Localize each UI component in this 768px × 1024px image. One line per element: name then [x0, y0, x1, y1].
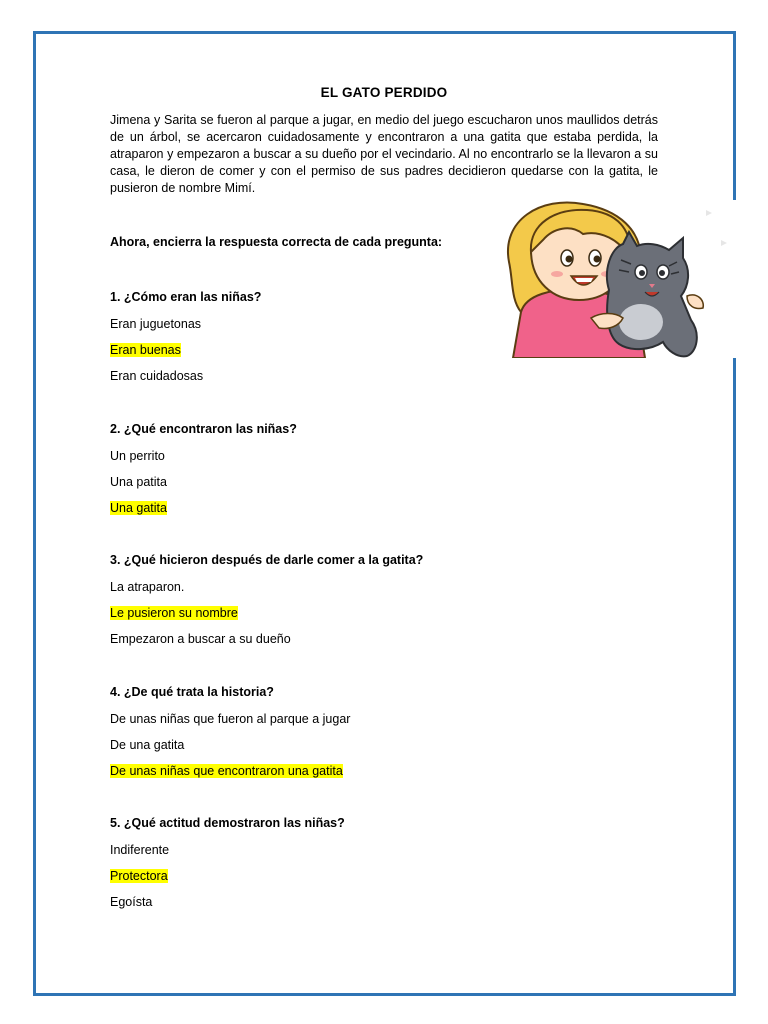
highlighted-answer: Eran buenas [110, 343, 181, 357]
highlighted-answer: Una gatita [110, 501, 167, 515]
answer-option-q2-2[interactable] [110, 474, 167, 490]
answer-option-q2-1[interactable] [110, 448, 165, 464]
answer-option-q3-1[interactable] [110, 579, 184, 595]
question-1: 1. ¿Cómo eran las niñas? [110, 290, 262, 304]
answer-option-q1-3[interactable] [110, 368, 203, 384]
highlighted-answer: Le pusieron su nombre [110, 606, 238, 620]
answer-option-q3-3[interactable] [110, 631, 291, 647]
answer-text: Un perrito [110, 449, 165, 463]
girl-holding-cat-icon [491, 200, 736, 358]
answer-text: Empezaron a buscar a su dueño [110, 632, 291, 646]
answer-text: De una gatita [110, 738, 185, 752]
answer-text: Eran cuidadosas [110, 369, 204, 383]
answer-text: La atraparon. [110, 580, 185, 594]
answer-option-q5-1[interactable] [110, 842, 169, 858]
answer-option-q3-2[interactable] [110, 605, 238, 621]
story-paragraph: Jimena y Sarita se fueron al parque a jugar, en medio del juego escucharon unos maullidos detrás de un árbol, se acercaron cuidadosamente y encontraron a una gatita que estaba perdida, la atraparon y empezaron a buscar a su dueño por el vecindario. Al no encontrarlo se la llevaron a su casa, le dieron de comer y con el permiso de sus padres decidieron quedarse con la gatita, le pusieron de nombre Mimí. [110, 113, 658, 195]
question-5: 5. ¿Qué actitud demostraron las niñas? [110, 816, 345, 830]
question-2: 2. ¿Qué encontraron las niñas? [110, 422, 297, 436]
question-4: 4. ¿De qué trata la historia? [110, 685, 274, 699]
answer-text: Indiferente [110, 843, 170, 857]
answer-text: De unas niñas que fueron al parque a jugar [110, 712, 351, 726]
answer-option-q2-3[interactable] [110, 500, 167, 516]
answer-option-q4-1[interactable] [110, 711, 350, 727]
answer-option-q1-2[interactable] [110, 342, 181, 358]
answer-option-q5-2[interactable] [110, 868, 168, 884]
answer-text: Una patita [110, 475, 167, 489]
highlighted-answer: De unas niñas que encontraron una gatita [110, 764, 343, 778]
highlighted-answer: Protectora [110, 869, 168, 883]
answer-option-q4-2[interactable] [110, 737, 184, 753]
answer-text: Eran juguetonas [110, 317, 202, 331]
answer-option-q4-3[interactable] [110, 763, 343, 779]
answer-option-q1-1[interactable] [110, 316, 201, 332]
question-3: 3. ¿Qué hicieron después de darle comer a la gatita? [110, 553, 424, 567]
answer-option-q5-3[interactable] [110, 894, 152, 910]
page-title: EL GATO PERDIDO [320, 85, 448, 100]
answer-text: Egoísta [110, 895, 153, 909]
instruction-text: Ahora, encierra la respuesta correcta de cada pregunta: [110, 235, 443, 249]
